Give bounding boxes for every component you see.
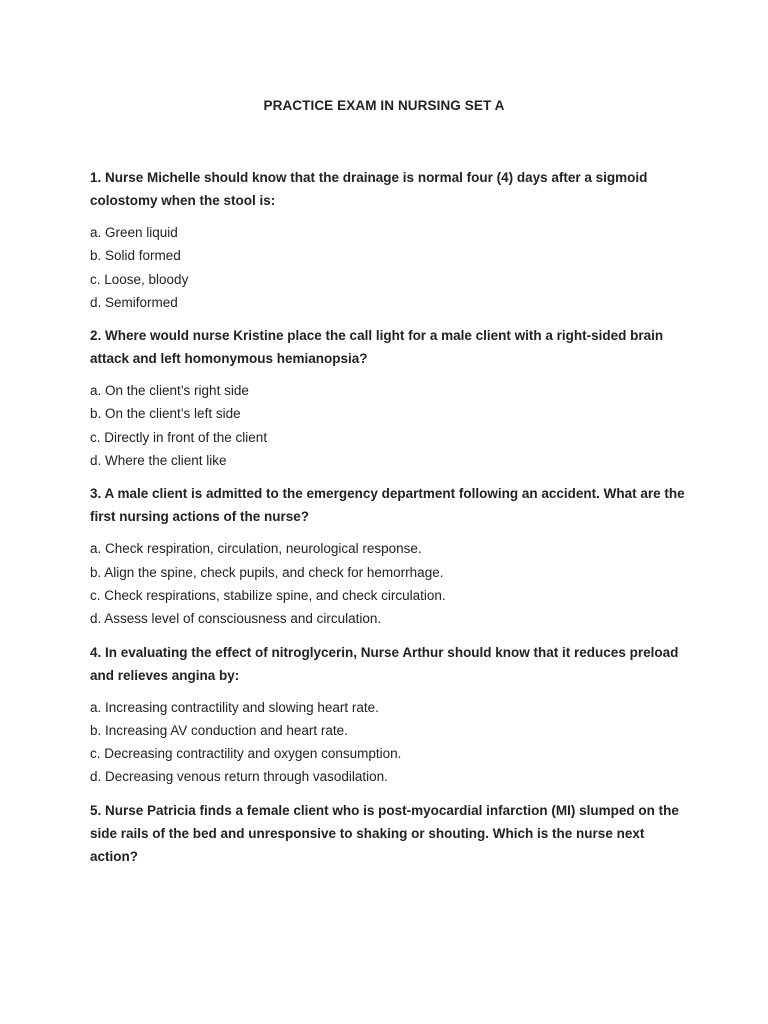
answer-option: b. Solid formed bbox=[90, 248, 181, 264]
answer-option: c. Loose, bloody bbox=[90, 271, 189, 287]
answer-option: b. On the client’s left side bbox=[90, 406, 241, 422]
answer-option: a. On the client’s right side bbox=[90, 383, 249, 399]
answer-option: b. Align the spine, check pupils, and check for hemorrhage. bbox=[90, 564, 444, 580]
answer-option: c. Directly in front of the client bbox=[90, 429, 268, 445]
question-text: 4. In evaluating the effect of nitroglycerin, Nurse Arthur should know that it reduces preload and relieves angina by: bbox=[90, 644, 679, 683]
answer-option: b. Increasing AV conduction and heart rate. bbox=[90, 722, 348, 738]
answer-option: d. Decreasing venous return through vasodilation. bbox=[90, 769, 388, 785]
question-4 bbox=[90, 641, 690, 789]
answer-option: d. Assess level of consciousness and circulation. bbox=[90, 611, 382, 627]
answer-options bbox=[90, 379, 690, 472]
question-3 bbox=[90, 482, 690, 630]
question-text: 3. A male client is admitted to the emergency department following an accident. What are the first nursing actions of the nurse? bbox=[90, 486, 685, 525]
answer-options bbox=[90, 221, 690, 314]
question-text: 5. Nurse Patricia finds a female client who is post-myocardial infarction (MI) slumped on the side rails of the bed and unresponsive to shaking or shouting. Which is the nurse next action? bbox=[90, 802, 679, 864]
page-title: PRACTICE EXAM IN NURSING SET A bbox=[263, 98, 505, 113]
answer-option: c. Check respirations, stabilize spine, and check circulation. bbox=[90, 587, 446, 603]
answer-option: a. Green liquid bbox=[90, 225, 178, 240]
answer-option: a. Increasing contractility and slowing heart rate. bbox=[90, 699, 379, 715]
questions-list bbox=[90, 166, 690, 868]
answer-options bbox=[90, 696, 690, 789]
question-1 bbox=[90, 166, 690, 314]
question-text: 2. Where would nurse Kristine place the call light for a male client with a right-sided brain attack and left homonymous hemianopsia? bbox=[90, 328, 664, 367]
answer-option: a. Check respiration, circulation, neurological response. bbox=[90, 541, 422, 557]
answer-option: d. Semiformed bbox=[90, 294, 178, 310]
question-2 bbox=[90, 324, 690, 472]
answer-option: c. Decreasing contractility and oxygen consumption. bbox=[90, 746, 402, 762]
question-5 bbox=[90, 799, 690, 868]
question-text: 1. Nurse Michelle should know that the drainage is normal four (4) days after a sigmoid colostomy when the stool is: bbox=[90, 170, 648, 208]
answer-option: d. Where the client like bbox=[90, 453, 227, 469]
answer-options bbox=[90, 537, 690, 630]
